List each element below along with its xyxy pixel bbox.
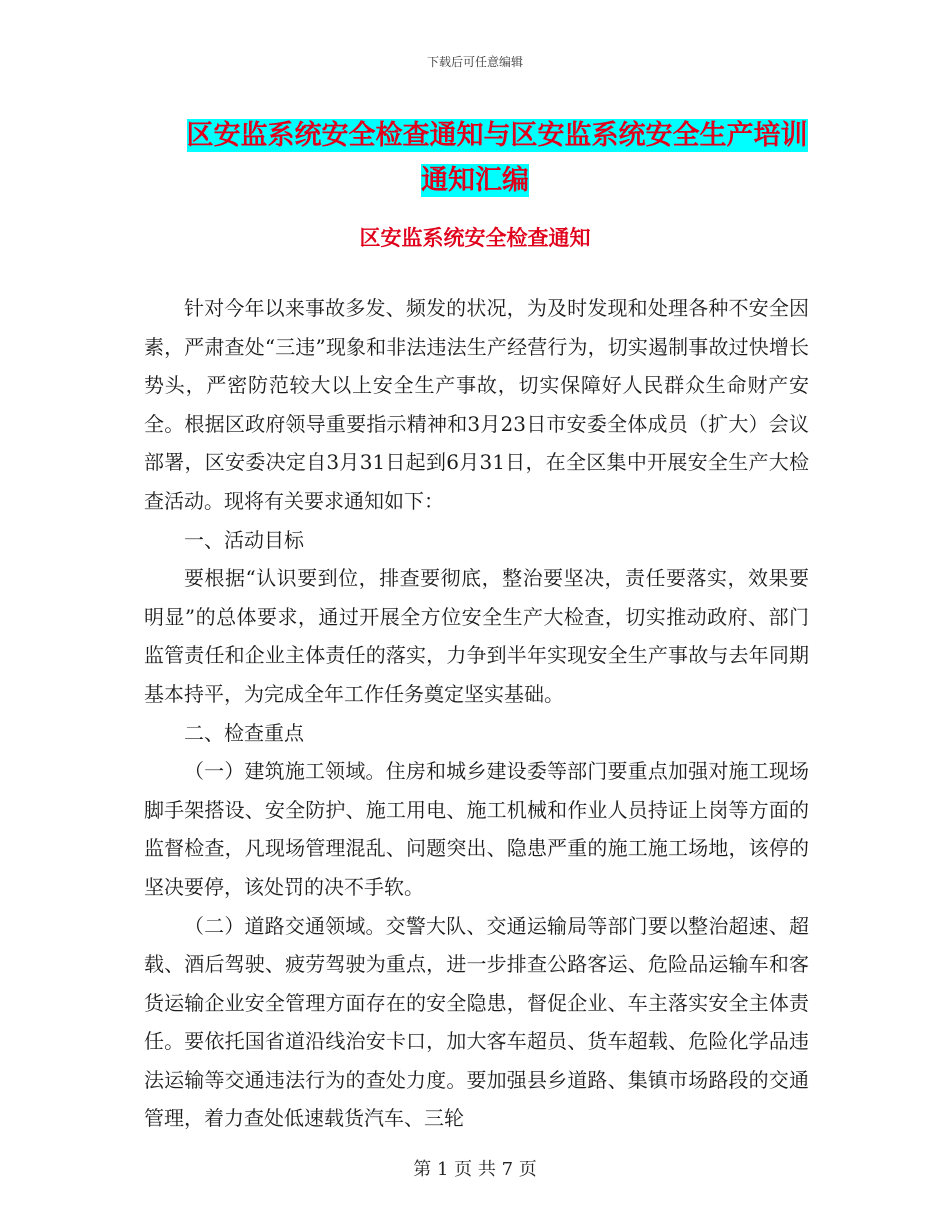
title-highlight: 通知汇编 bbox=[421, 165, 529, 196]
heading-inspection-focus: 二、检查重点 bbox=[184, 720, 304, 745]
heading-activity-goal: 一、活动目标 bbox=[184, 527, 304, 552]
page-footer: 第 1 页 共 7 页 bbox=[413, 1159, 537, 1180]
document-title-line-1 bbox=[22, 113, 950, 152]
header-note: 下载后可任意编辑 bbox=[426, 55, 523, 69]
paragraph-traffic: （二）道路交通领域。交警大队、交通运输局等部门要以整治超速、超载、酒后驾驶、疲劳驾驶为重点，进一步排查公路客运、危险品运输车和客货运输企业安全管理方面存在的安全隐患，督促企业、车主落实安全主体责任。要依托国省道沿线治安卡口，加大客车超员、货车超载、危险化学品违法运输等交通违法行为的查处力度。要加强县乡道路、集镇市场路段的交通管理，着力查处低速载货汽车、三轮 bbox=[144, 913, 809, 1131]
document-body bbox=[144, 289, 809, 1138]
paragraph-intro: 针对今年以来事故多发、频发的状况，为及时发现和处理各种不安全因素，严肃查处“三违”现象和非法违法生产经营行为，切实遏制事故过快增长势头，严密防范较大以上安全生产事故，切实保障好人民群众生命财产安全。根据区政府领导重要指示精神和3月23日市安委全体成员（扩大）会议部署，区安委决定自3月31日起到6月31日，在全区集中开展安全生产大检查活动。现将有关要求通知如下： bbox=[144, 296, 809, 513]
section-title: 区安监系统安全检查通知 bbox=[359, 226, 591, 250]
paragraph-goal: 要根据“认识要到位，排查要彻底，整治要坚决，责任要落实，效果要明显”的总体要求，通过开展全方位安全生产大检查，切实推动政府、部门监管责任和企业主体责任的落实，力争到半年实现安全生产事故与去年同期基本持平，为完成全年工作任务奠定坚实基础。 bbox=[144, 566, 809, 706]
title-highlight: 区安监系统安全检查通知与区安监系统安全生产培训 bbox=[186, 120, 808, 151]
paragraph-construction: （一）建筑施工领域。住房和城乡建设委等部门要重点加强对施工现场脚手架搭设、安全防护、施工用电、施工机械和作业人员持证上岗等方面的监督检查，凡现场管理混乱、问题突出、隐患严重的施工施工场地，该停的坚决要停，该处罚的决不手软。 bbox=[144, 759, 809, 899]
document-title-line-2 bbox=[0, 158, 950, 197]
